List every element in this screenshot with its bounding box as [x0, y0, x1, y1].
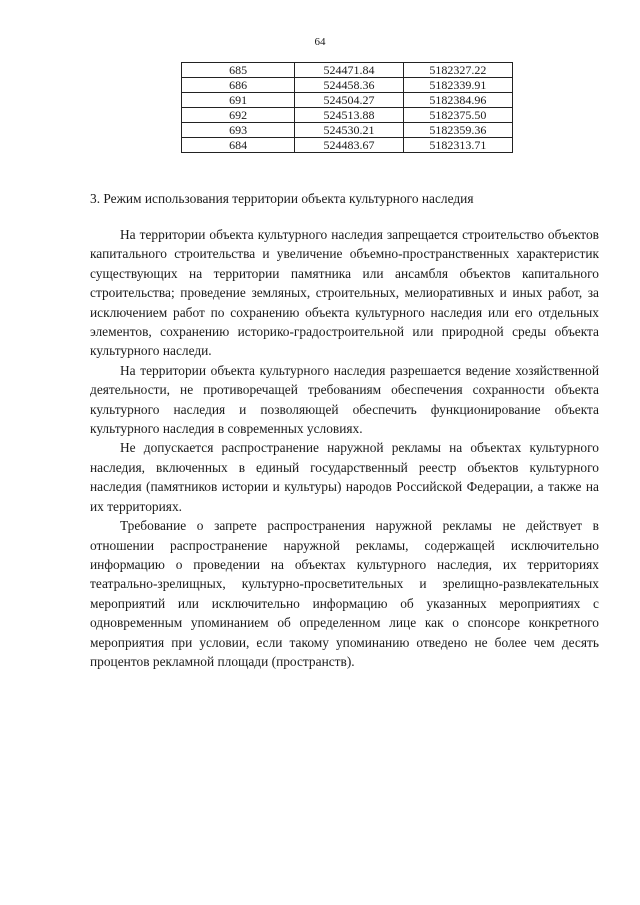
section-body: [90, 225, 599, 671]
section-title: 3. Режим использования территории объекта культурного наследия: [90, 191, 474, 206]
point-number-cell: 684: [182, 138, 295, 153]
x-coordinate-cell: 524504.27: [295, 93, 404, 108]
paragraph: Не допускается распространение наружной рекламы на объектах культурного наследия, включенных в единый государственный реестр объектов культурного наследия (памятников истории и культуры) народов Российской Федерации, а также на их территориях.: [90, 440, 599, 514]
x-coordinate-cell: 524530.21: [295, 123, 404, 138]
page-number: 64: [314, 36, 326, 48]
table-row: [182, 78, 513, 93]
x-coordinate-cell: 524513.88: [295, 108, 404, 123]
coordinates-table: [181, 62, 513, 153]
point-number-cell: 693: [182, 123, 295, 138]
y-coordinate-cell: 5182384.96: [403, 93, 512, 108]
y-coordinate-cell: 5182359.36: [403, 123, 512, 138]
point-number-cell: 685: [182, 63, 295, 78]
paragraph: На территории объекта культурного наследия запрещается строительство объектов капитального строительства и увеличение объемно-пространственных характеристик существующих на территории памятника или ансамбля объектов капитального строительства; проведение земляных, строительных, мелиоративных и иных работ, за исключением работ по сохранению объекта культурного наследия или его отдельных элементов, сохранению историко-градостроительной или природной среды объекта культурного наследи.: [90, 227, 599, 359]
paragraph: Требование о запрете распространения наружной рекламы не действует в отношении распространение наружной рекламы, содержащей исключительно информацию о проведении на объектах культурного наследия, их территориях театрально-зрелищных, культурно-просветительных и зрелищно-развлекательных мероприятий или исключительно информацию об указанных мероприятиях с одновременным упоминанием об определенном лице как о спонсоре конкретного мероприятия при условии, если такому упоминанию отведено не более чем десять процентов рекламной площади (пространств).: [90, 518, 599, 669]
paragraph: На территории объекта культурного наследия разрешается ведение хозяйственной деятельности, не противоречащей требованиям обеспечения сохранности объекта культурного наследия и позволяющей обеспечить функционирование объекта культурного наследия в современных условиях.: [90, 362, 599, 437]
table-row: [182, 93, 513, 108]
y-coordinate-cell: 5182339.91: [403, 78, 512, 93]
point-number-cell: 692: [182, 108, 295, 123]
x-coordinate-cell: 524483.67: [295, 138, 404, 153]
y-coordinate-cell: 5182375.50: [403, 108, 512, 123]
table-row: [182, 108, 513, 123]
table-row: [182, 63, 513, 78]
point-number-cell: 686: [182, 78, 295, 93]
x-coordinate-cell: 524471.84: [295, 63, 404, 78]
y-coordinate-cell: 5182313.71: [403, 138, 512, 153]
y-coordinate-cell: 5182327.22: [403, 63, 512, 78]
point-number-cell: 691: [182, 93, 295, 108]
x-coordinate-cell: 524458.36: [295, 78, 404, 93]
table-row: [182, 138, 513, 153]
table-row: [182, 123, 513, 138]
